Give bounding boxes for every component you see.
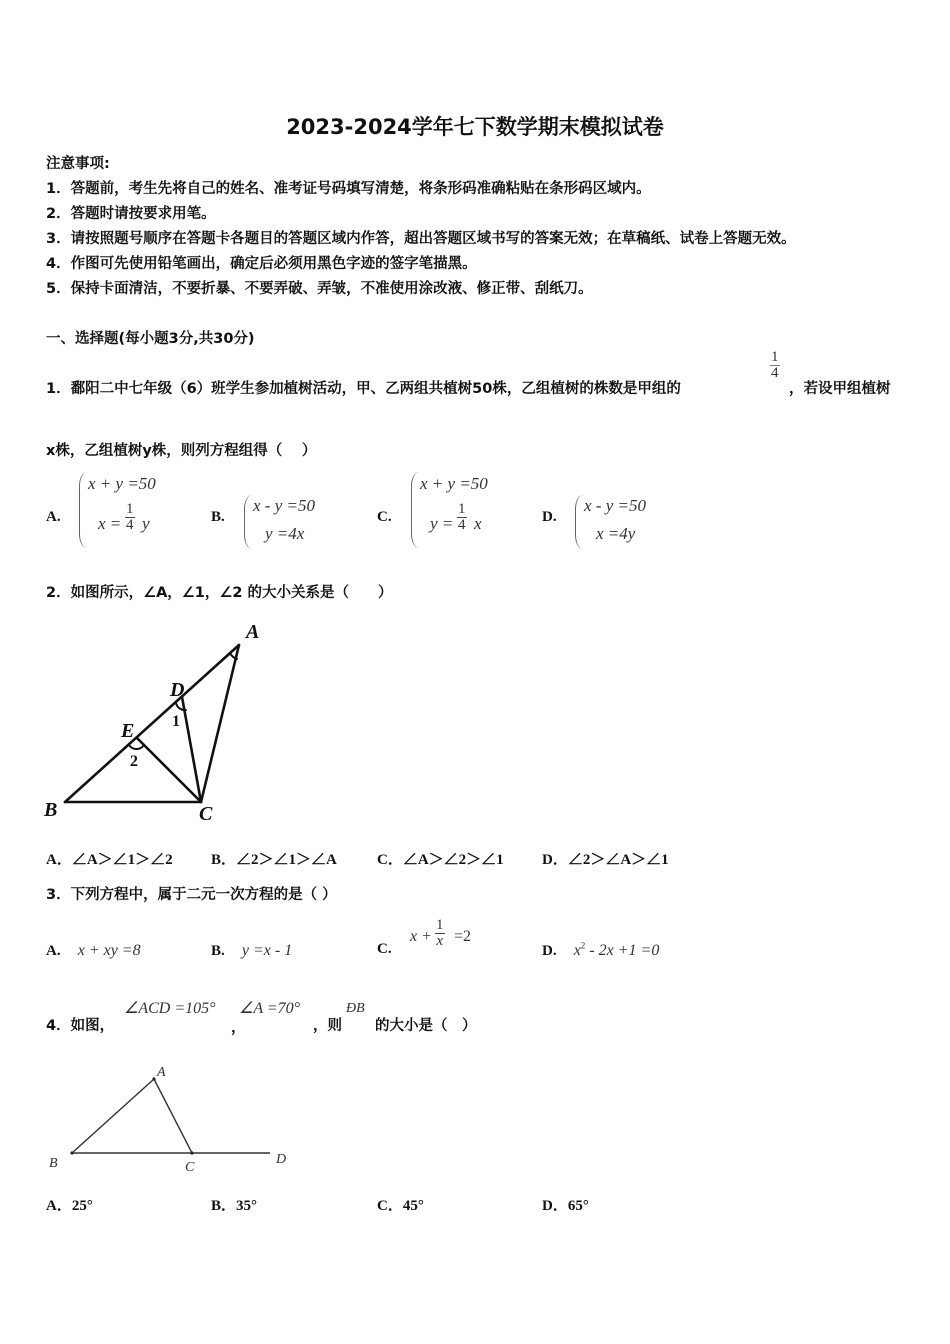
brace-icon: [411, 472, 419, 548]
notice-heading: 注意事项:: [46, 156, 110, 172]
notice-item: 2．答题时请按要求用笔。: [46, 206, 216, 222]
q3-option-a[interactable]: A. x + xy =8: [46, 942, 141, 959]
notice-item: 4．作图可先使用铅笔画出，确定后必须用黑色字迹的签字笔描黑。: [46, 256, 477, 272]
point-label-b: B: [44, 799, 58, 821]
option-label: C.: [377, 509, 392, 525]
q4-option-a[interactable]: A．25°: [46, 1198, 93, 1214]
brace-icon: [575, 495, 583, 549]
q3-option-b[interactable]: B. y =x - 1: [211, 942, 293, 959]
page-title: 2023-2024学年七下数学期末模拟试卷: [286, 115, 664, 139]
option-label: A.: [46, 509, 61, 525]
q2-option-b[interactable]: B．∠2＞∠1＞∠A: [211, 852, 337, 868]
section-heading: 一、选择题(每小题3分,共30分): [46, 331, 255, 347]
q1-fraction: [770, 350, 780, 381]
notice-item: 1．答题前，考生先将自己的姓名、准考证号码填写清楚，将条形码准确粘贴在条形码区域内。: [46, 181, 651, 197]
fraction-numerator: 1: [771, 349, 779, 365]
q4-condition-1: ∠ACD =105°: [124, 1000, 216, 1017]
q2-triangle-figure: [30, 615, 290, 830]
q4-condition-2: ∠A =70°: [239, 1000, 301, 1017]
q4-suffix: 的大小是（ ）: [375, 1018, 477, 1034]
q4-option-b[interactable]: B．35°: [211, 1198, 258, 1214]
q4-option-d[interactable]: D．65°: [542, 1198, 589, 1214]
q1-text-part2: ，若设甲组植树: [789, 381, 891, 397]
point-label-b: B: [49, 1156, 58, 1171]
q2-option-c[interactable]: C．∠A＞∠2＞∠1: [377, 852, 504, 868]
notice-item: 3．请按照题号顺序在答题卡各题目的答题区域内作答，超出答题区域书写的答案无效；在草稿纸、试卷上答题无效。: [46, 231, 796, 247]
q2-option-a[interactable]: A．∠A＞∠1＞∠2: [46, 852, 173, 868]
q4-separator: ，: [231, 1020, 246, 1036]
q1-text-line2: x株，乙组植树y株，则列方程组得（ ）: [46, 443, 317, 459]
brace-icon: [244, 495, 252, 549]
angle-label-1: 1: [172, 713, 180, 730]
q4-option-c[interactable]: C．45°: [377, 1198, 424, 1214]
option-label: D.: [542, 509, 557, 525]
q4-mid-text: ，则: [313, 1018, 342, 1034]
point-label-c: C: [185, 1160, 195, 1175]
question-1-text: [46, 377, 681, 398]
angle-label-2: 2: [130, 753, 138, 770]
question-3-text: 3．下列方程中，属于二元一次方程的是（ ）: [46, 887, 337, 903]
fraction-denominator: 4: [771, 365, 779, 381]
option-label: B.: [211, 509, 225, 525]
point-label-a: A: [246, 621, 260, 643]
q4-triangle-figure: [30, 1050, 330, 1180]
q1-text-part1: 1．鄱阳二中七年级（6）班学生参加植树活动，甲、乙两组共植树50株，乙组植树的株数是甲组的: [46, 381, 681, 397]
point-label-a: A: [157, 1065, 166, 1080]
point-label-d: D: [276, 1152, 287, 1167]
brace-icon: [79, 472, 87, 548]
q4-angle-b: ÐB: [346, 1001, 365, 1016]
q3-option-c[interactable]: C. x + $\frac{1}{x}$ =2: [377, 917, 472, 957]
point-label-e: E: [121, 720, 135, 742]
question-2-text: 2．如图所示，∠A，∠1，∠2 的大小关系是（ ）: [46, 585, 393, 601]
notice-item: 5．保持卡面清洁，不要折暴、不要弄破、弄皱，不准使用涂改液、修正带、刮纸刀。: [46, 281, 593, 297]
q2-option-d[interactable]: D．∠2＞∠A＞∠1: [542, 852, 669, 868]
point-label-d: D: [170, 679, 185, 701]
question-4-prefix: 4．如图，: [46, 1018, 115, 1034]
point-label-c: C: [199, 803, 213, 825]
q3-option-d[interactable]: D. $x^2 - 2x +1 =0$: [542, 940, 660, 959]
